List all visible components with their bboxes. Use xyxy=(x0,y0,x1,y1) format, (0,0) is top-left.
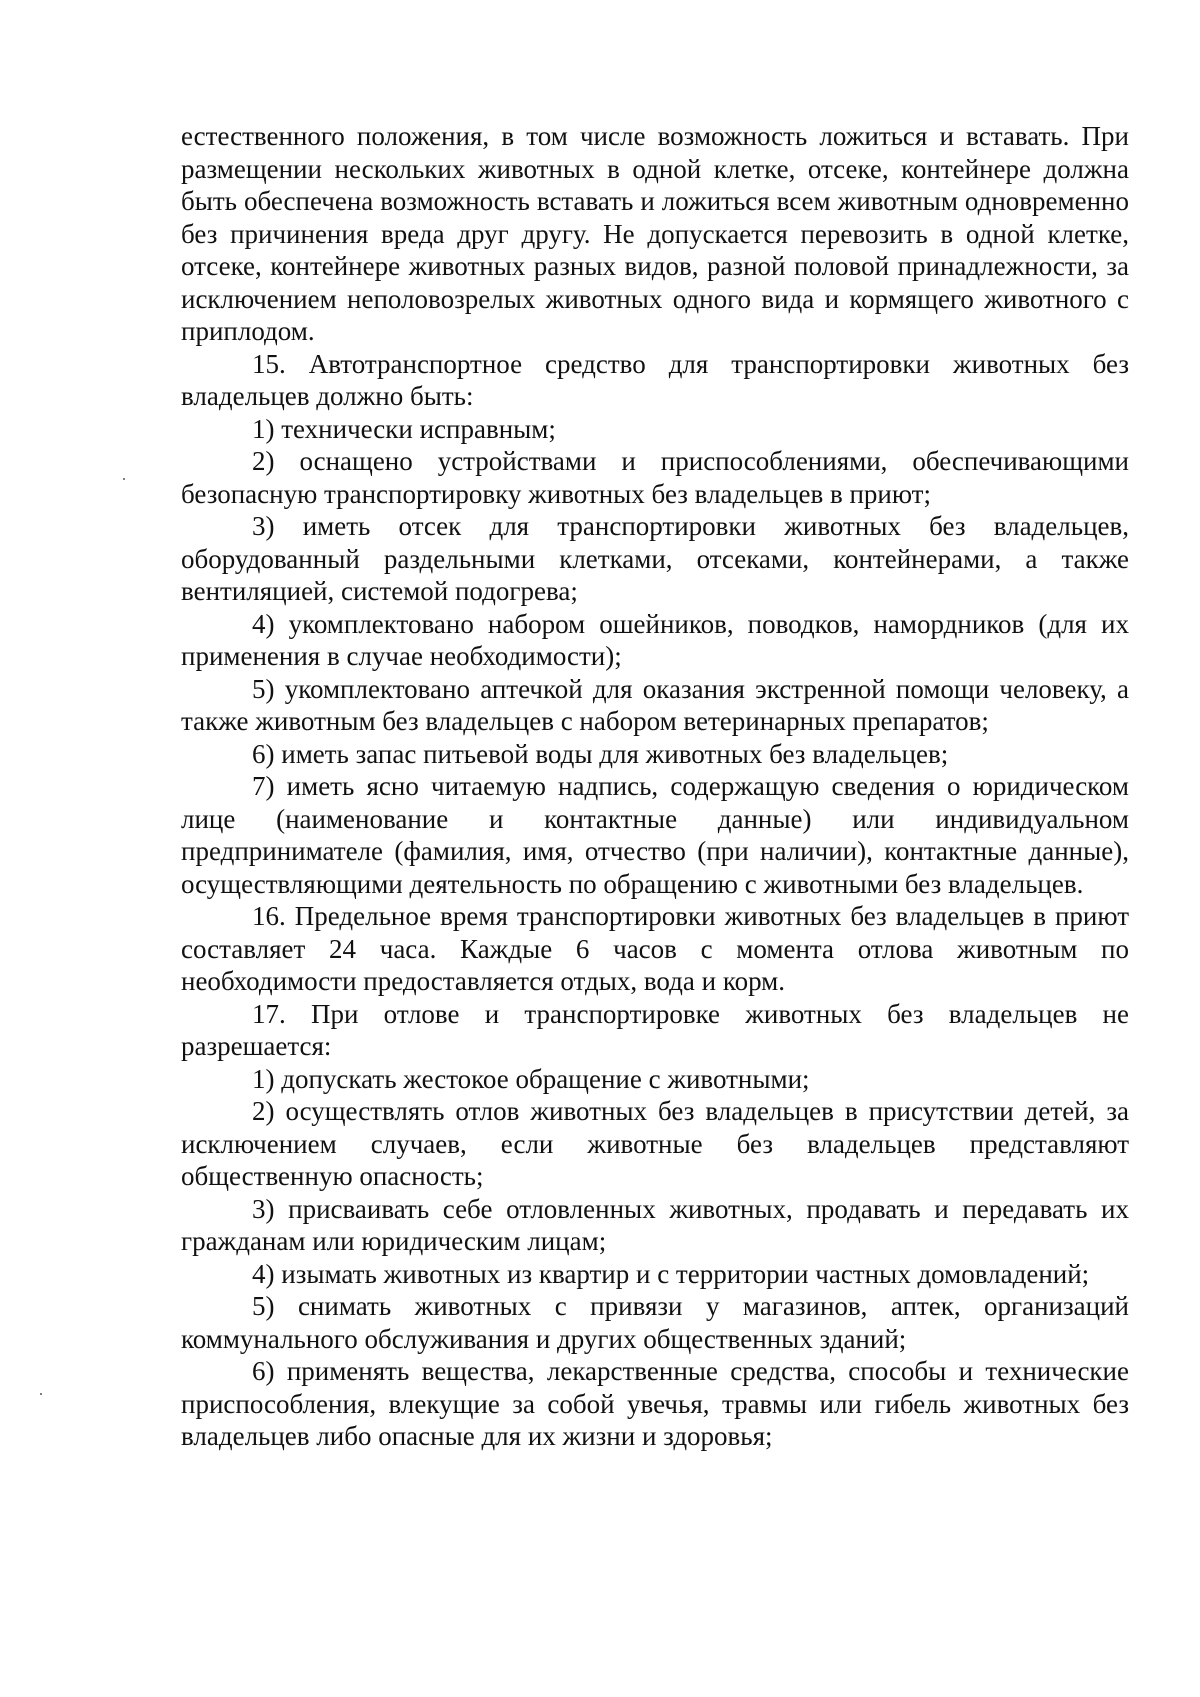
paragraph-item-16: 16. Предельное время транспортировки животных без владельцев в приют составляет 24 часа. Каждые 6 часов с момента отлова животным по необходимости предоставляется отдых, вода и корм. xyxy=(181,901,1129,996)
paragraph-15-sub-7: 7) иметь ясно читаемую надпись, содержащую сведения о юридическом лице (наименование и контактные данные) или индивидуальном предпринимателе (фамилия, имя, отчество (при наличии), контактные данные), осуществляющими деятельность по обращению с животными без владельцев. xyxy=(181,771,1129,899)
paragraph-item-15: 15. Автотранспортное средство для транспортировки животных без владельцев должно быть: xyxy=(181,348,1129,411)
paragraph-17-sub-6: 6) применять вещества, лекарственные средства, способы и технические приспособления, влекущие за собой увечья, травмы или гибель животных без владельцев либо опасные для их жизни и здоровья; xyxy=(181,1356,1129,1451)
paragraph-15-sub-1: 1) технически исправным; xyxy=(252,413,556,444)
paragraph-15-sub-2: 2) оснащено устройствами и приспособлениями, обеспечивающими безопасную транспортировку животных без владельцев в приют; xyxy=(181,446,1129,509)
paragraph-17-sub-2: 2) осуществлять отлов животных без владельцев в присутствии детей, за исключением случаев, если животные без владельцев представляют общественную опасность; xyxy=(181,1096,1129,1191)
paragraph-item-17: 17. При отлове и транспортировке животных без владельцев не разрешается: xyxy=(181,998,1129,1061)
document-body xyxy=(181,120,1129,1453)
paragraph-15-sub-4: 4) укомплектовано набором ошейников, поводков, намордников (для их применения в случае необходимости); xyxy=(181,608,1129,671)
paragraph-17-sub-1: 1) допускать жестокое обращение с животными; xyxy=(252,1063,810,1094)
paragraph-17-sub-5: 5) снимать животных с привязи у магазинов, аптек, организаций коммунального обслуживания и других общественных зданий; xyxy=(181,1291,1129,1354)
paragraph-17-sub-3: 3) присваивать себе отловленных животных, продавать и передавать их гражданам или юридическим лицам; xyxy=(181,1193,1129,1256)
paragraph-15-sub-6: 6) иметь запас питьевой воды для животных без владельцев; xyxy=(252,738,949,769)
scan-speck xyxy=(40,1393,42,1395)
paragraph-17-sub-4: 4) изымать животных из квартир и с территории частных домовладений; xyxy=(252,1258,1090,1289)
paragraph-15-sub-5: 5) укомплектовано аптечкой для оказания экстренной помощи человеку, а также животным без владельцев с набором ветеринарных препаратов; xyxy=(181,673,1129,736)
paragraph-continuation: естественного положения, в том числе возможность ложиться и вставать. При размещении нескольких животных в одной клетке, отсеке, контейнере должна быть обеспечена возможность вставать и ложиться всем животным одновременно без причинения вреда друг другу. Не допускается перевозить в одной клетке, отсеке, контейнере животных разных видов, разной половой принадлежности, за исключением неполовозрелых животных одного вида и кормящего животного с приплодом. xyxy=(181,121,1129,346)
paragraph-15-sub-3: 3) иметь отсек для транспортировки животных без владельцев, оборудованный раздельными клетками, отсеками, контейнерами, а также вентиляцией, системой подогрева; xyxy=(181,511,1129,606)
scan-speck xyxy=(123,478,125,480)
